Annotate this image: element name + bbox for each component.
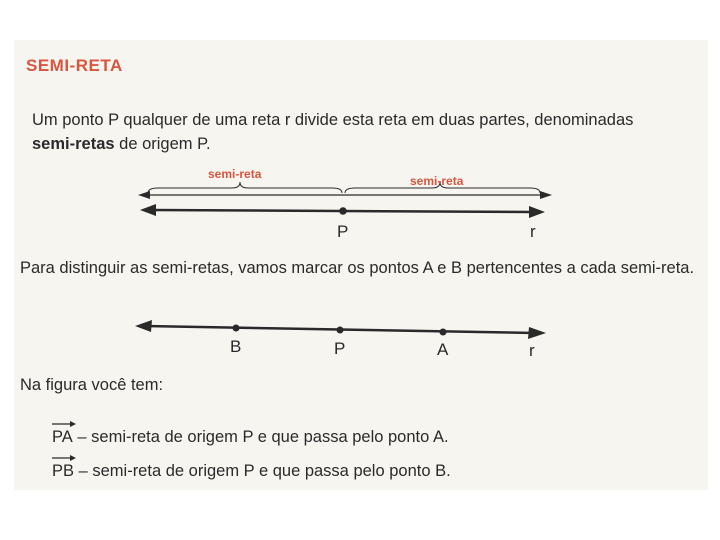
- point-b-label: B: [230, 337, 242, 356]
- line-r-2-right-arrow: [528, 327, 546, 339]
- line-r-2-left-arrow: [135, 320, 152, 332]
- point-a-dot: [440, 329, 447, 336]
- point-p-dot: [339, 207, 347, 215]
- point-p2-label: P: [334, 339, 346, 358]
- vector-pa: [52, 428, 73, 447]
- line-r-label: r: [530, 222, 536, 241]
- line-r-right-arrow: [529, 206, 545, 218]
- distinguish-paragraph: Para distinguir as semi-retas, vamos marcar os pontos A e B pertencentes a cada semi-reta.: [20, 259, 695, 277]
- vector-pb: [52, 462, 74, 481]
- definition-pb-text: – semi-reta de origem P e que passa pelo ponto B.: [74, 462, 451, 480]
- definition-pa: [52, 428, 449, 447]
- vector-pa-symbol: PA: [52, 428, 73, 446]
- intro-line2: de origem P.: [114, 135, 211, 153]
- definition-pa-text: – semi-reta de origem P e que passa pelo ponto A.: [72, 428, 449, 446]
- vector-pb-symbol: PB: [52, 462, 75, 480]
- intro-line1: Um ponto P qualquer de uma reta r divide esta reta em duas partes, denominadas: [32, 111, 634, 129]
- left-brace: [148, 182, 342, 193]
- point-b-dot: [233, 325, 240, 332]
- vector-arrow-icon: [52, 421, 76, 427]
- line-r-left-arrow: [140, 204, 156, 216]
- point-p-label: P: [337, 222, 349, 241]
- figure-intro-text: Na figura você tem:: [20, 376, 164, 394]
- intro-bold-term: semi-retas: [32, 135, 115, 153]
- right-semi-reta-label: semi-reta: [410, 174, 464, 188]
- section-title: SEMI-RETA: [26, 56, 123, 75]
- left-semi-reta-label: semi-reta: [208, 167, 262, 181]
- point-p2-dot: [337, 327, 344, 334]
- upper-arrow-right-head: [540, 191, 552, 199]
- line-r-2-label: r: [529, 341, 535, 360]
- definition-pb: [52, 462, 451, 481]
- vector-arrow-icon: [52, 455, 76, 461]
- point-a-label: A: [437, 340, 449, 359]
